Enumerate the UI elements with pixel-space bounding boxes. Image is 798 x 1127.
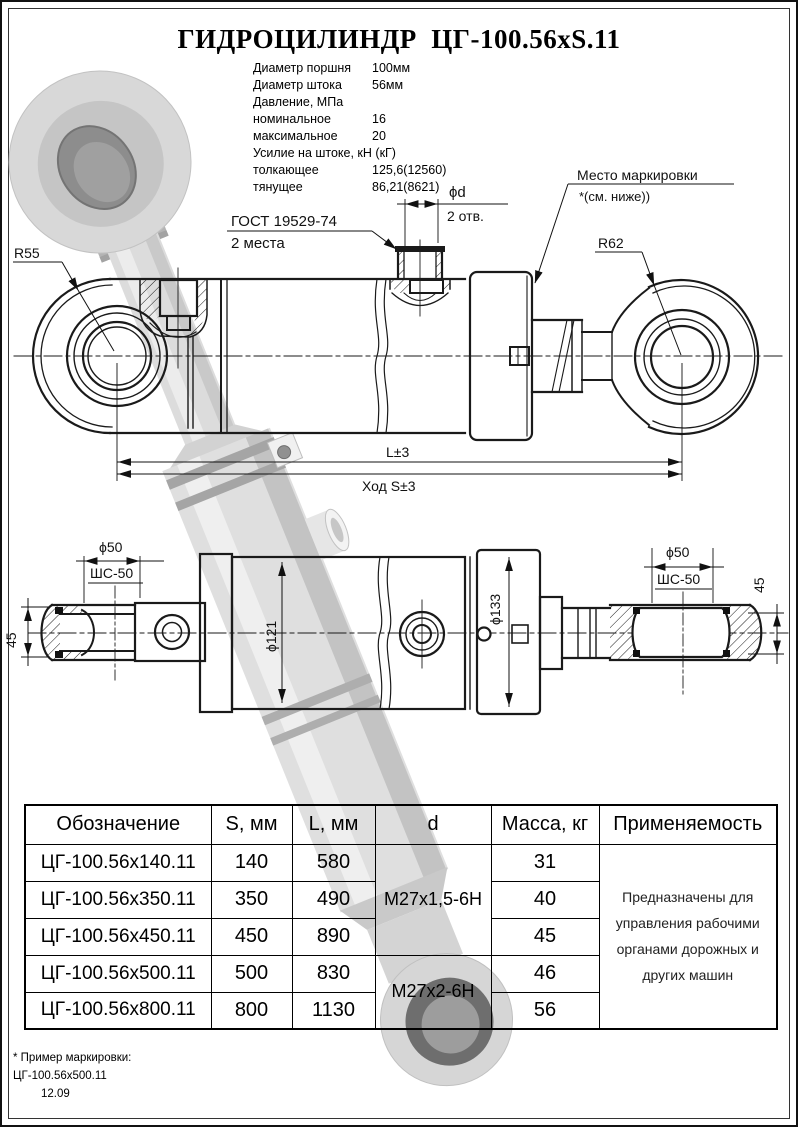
spec-label: номинальное (253, 112, 331, 126)
label-gost: ГОСТ 19529-74 (231, 213, 338, 230)
cell-l: 490 (292, 881, 375, 918)
label-marking-note: *(см. ниже)) (579, 189, 651, 204)
cell-mass: 45 (491, 918, 599, 955)
table-header-row (25, 805, 777, 844)
label-45-left: 45 (3, 632, 19, 648)
spec-label: максимальное (253, 129, 338, 143)
col-header-s: S, мм (211, 805, 292, 844)
cell-mass: 46 (491, 955, 599, 992)
col-header-designation: Обозначение (25, 805, 211, 844)
spec-row (253, 60, 446, 77)
cell-d-group2: М27х2-6Н (375, 955, 491, 1029)
cell-s: 140 (211, 844, 292, 881)
cell-d-group1: М27х1,5-6Н (375, 844, 491, 955)
label-shs50-right: ШС-50 (657, 571, 701, 587)
cell-l: 580 (292, 844, 375, 881)
spec-label: Давление, МПа (253, 95, 344, 109)
cell-s: 450 (211, 918, 292, 955)
col-header-d: d (375, 805, 491, 844)
cell-designation: ЦГ-100.56х140.11 (25, 844, 211, 881)
label-dim-stroke: Ход S±3 (362, 478, 416, 494)
cell-mass: 40 (491, 881, 599, 918)
col-header-mass: Масса, кг (491, 805, 599, 844)
cell-designation: ЦГ-100.56х800.11 (25, 992, 211, 1029)
marking-example (13, 1050, 131, 1103)
cell-s: 800 (211, 992, 292, 1029)
cell-designation: ЦГ-100.56х350.11 (25, 881, 211, 918)
spec-value: 20 (372, 129, 386, 143)
label-dia50-left: ϕ50 (99, 539, 123, 555)
label-r62: R62 (598, 235, 624, 251)
size-table (24, 804, 778, 1030)
cell-l: 830 (292, 955, 375, 992)
spec-label: Диаметр поршня (253, 61, 352, 75)
label-dia-d: ϕd (449, 184, 466, 201)
spec-value: 125,6(12560) (372, 163, 447, 177)
cell-s: 350 (211, 881, 292, 918)
label-gost-places: 2 места (231, 235, 285, 252)
marking-example-date: 12.09 (41, 1087, 70, 1100)
spec-row (253, 162, 446, 179)
label-holes: 2 отв. (447, 208, 484, 224)
col-header-application: Применяемость (599, 805, 777, 844)
cell-application: Предназначены для управления рабочими органами дорожных и других машин (599, 844, 777, 1029)
spec-row (253, 77, 446, 94)
spec-row (253, 111, 446, 128)
label-shs50-left: ШС-50 (90, 565, 134, 581)
spec-label: Диаметр штока (253, 78, 342, 92)
cell-s: 500 (211, 955, 292, 992)
cell-designation: ЦГ-100.56х500.11 (25, 955, 211, 992)
label-dia121: ϕ121 (263, 620, 279, 652)
spec-label: Усилие на штоке, кН (кГ) (253, 146, 396, 160)
spec-row (253, 94, 446, 111)
spec-value: 56мм (372, 78, 404, 92)
cell-designation: ЦГ-100.56х450.11 (25, 918, 211, 955)
marking-example-title: * Пример маркировки: (13, 1052, 132, 1064)
spec-row (253, 128, 446, 145)
marking-example-code: ЦГ-100.56х500.11 (13, 1069, 107, 1082)
spec-row (253, 179, 446, 196)
spec-value: 100мм (372, 61, 411, 75)
label-dia133: ϕ133 (487, 593, 503, 625)
spec-label: тянущее (253, 180, 303, 194)
spec-value: 16 (372, 112, 386, 126)
cell-l: 1130 (292, 992, 375, 1029)
spec-value: 86,21(8621) (372, 180, 440, 194)
label-dia50-right: ϕ50 (666, 544, 690, 560)
label-45-right: 45 (751, 577, 767, 593)
cell-mass: 31 (491, 844, 599, 881)
cell-mass: 56 (491, 992, 599, 1029)
spec-label: толкающее (253, 163, 319, 177)
cell-l: 890 (292, 918, 375, 955)
label-dim-l: L±3 (386, 444, 410, 460)
table-row (25, 844, 777, 881)
spec-row (253, 145, 446, 162)
page-title: ГИДРОЦИЛИНДР ЦГ-100.56хS.11 (177, 24, 621, 54)
label-marking-title: Место маркировки (577, 167, 698, 183)
spec-list (253, 60, 446, 196)
col-header-l: L, мм (292, 805, 375, 844)
label-r55: R55 (14, 245, 40, 261)
